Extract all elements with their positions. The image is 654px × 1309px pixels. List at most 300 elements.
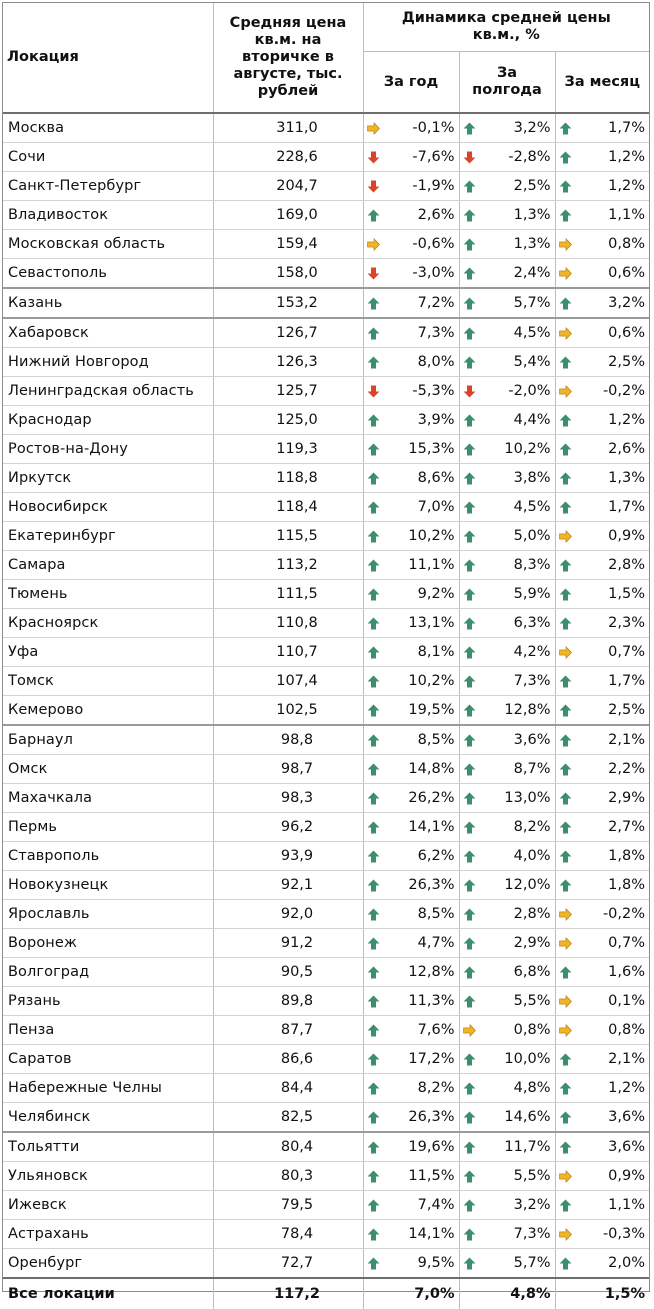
month-change-value: -0,3% bbox=[602, 1226, 646, 1242]
arrow-up-icon bbox=[559, 443, 572, 456]
price-cell: 169,0 bbox=[213, 201, 363, 230]
price-cell: 82,5 bbox=[213, 1103, 363, 1133]
half-year-change-value: 1,3% bbox=[513, 236, 551, 252]
location-cell: Владивосток bbox=[3, 201, 213, 230]
half-year-change-cell bbox=[459, 493, 555, 522]
year-change-cell bbox=[363, 696, 459, 726]
arrow-up-icon bbox=[367, 1082, 380, 1095]
table-row bbox=[3, 725, 649, 755]
table-row bbox=[3, 435, 649, 464]
half-year-change-cell bbox=[459, 1074, 555, 1103]
year-change-value: -3,0% bbox=[412, 265, 455, 281]
table-row bbox=[3, 871, 649, 900]
total-month-value: 1,5% bbox=[604, 1286, 646, 1302]
month-change-cell bbox=[555, 958, 649, 987]
year-change-cell bbox=[363, 638, 459, 667]
arrow-up-icon bbox=[463, 1170, 476, 1183]
header-dynamics bbox=[363, 3, 649, 52]
half-year-change-value: 6,8% bbox=[513, 964, 551, 980]
header-dynamics-line: Динамика средней цены bbox=[401, 10, 611, 26]
price-cell: 119,3 bbox=[213, 435, 363, 464]
year-change-value: 9,5% bbox=[417, 1255, 455, 1271]
year-change-cell bbox=[363, 551, 459, 580]
month-change-value: 1,8% bbox=[608, 848, 646, 864]
location-cell: Ставрополь bbox=[3, 842, 213, 871]
price-cell: 102,5 bbox=[213, 696, 363, 726]
total-half-value: 4,8% bbox=[510, 1286, 551, 1302]
year-change-cell bbox=[363, 1162, 459, 1191]
half-year-change-value: 4,2% bbox=[513, 644, 551, 660]
arrow-up-icon bbox=[559, 763, 572, 776]
arrow-up-icon bbox=[367, 501, 380, 514]
table-row bbox=[3, 1132, 649, 1162]
year-change-value: 11,1% bbox=[408, 557, 455, 573]
location-cell: Барнаул bbox=[3, 725, 213, 755]
location-cell: Казань bbox=[3, 288, 213, 318]
year-change-cell bbox=[363, 522, 459, 551]
arrow-up-icon bbox=[463, 530, 476, 543]
arrow-up-icon bbox=[463, 1111, 476, 1124]
month-change-cell bbox=[555, 667, 649, 696]
arrow-up-icon bbox=[463, 792, 476, 805]
table-row bbox=[3, 638, 649, 667]
year-change-cell bbox=[363, 1191, 459, 1220]
half-year-change-value: 5,7% bbox=[513, 295, 551, 311]
arrow-up-icon bbox=[559, 879, 572, 892]
arrow-right-icon bbox=[559, 385, 572, 398]
price-cell: 89,8 bbox=[213, 987, 363, 1016]
location-cell: Екатеринбург bbox=[3, 522, 213, 551]
arrow-up-icon bbox=[463, 414, 476, 427]
half-year-change-cell bbox=[459, 377, 555, 406]
half-year-change-value: 3,2% bbox=[513, 120, 551, 136]
arrow-up-icon bbox=[463, 1257, 476, 1270]
half-year-change-value: 7,3% bbox=[513, 673, 551, 689]
arrow-up-icon bbox=[463, 122, 476, 135]
arrow-up-icon bbox=[463, 734, 476, 747]
location-cell: Тольятти bbox=[3, 1132, 213, 1162]
location-cell: Рязань bbox=[3, 987, 213, 1016]
location-cell: Красноярск bbox=[3, 609, 213, 638]
year-change-cell bbox=[363, 871, 459, 900]
header-price-line: рублей bbox=[257, 83, 319, 99]
year-change-value: 11,3% bbox=[408, 993, 455, 1009]
half-year-change-cell bbox=[459, 348, 555, 377]
month-change-value: 1,7% bbox=[608, 499, 646, 515]
month-change-value: 3,2% bbox=[608, 295, 646, 311]
year-change-cell bbox=[363, 318, 459, 348]
half-year-change-cell bbox=[459, 609, 555, 638]
half-year-change-cell bbox=[459, 318, 555, 348]
arrow-up-icon bbox=[463, 879, 476, 892]
year-change-cell bbox=[363, 464, 459, 493]
month-change-cell bbox=[555, 638, 649, 667]
month-change-cell bbox=[555, 377, 649, 406]
half-year-change-value: 2,4% bbox=[513, 265, 551, 281]
half-year-change-cell bbox=[459, 580, 555, 609]
arrow-up-icon bbox=[463, 617, 476, 630]
month-change-value: 0,8% bbox=[608, 236, 646, 252]
month-change-cell bbox=[555, 201, 649, 230]
year-change-value: 14,1% bbox=[408, 1226, 455, 1242]
table-row bbox=[3, 1016, 649, 1045]
arrow-right-icon bbox=[559, 1024, 572, 1037]
header-half-line: полгода bbox=[472, 82, 542, 98]
arrow-up-icon bbox=[367, 209, 380, 222]
arrow-up-icon bbox=[463, 908, 476, 921]
month-change-value: 1,2% bbox=[608, 178, 646, 194]
arrow-up-icon bbox=[367, 1257, 380, 1270]
price-cell: 228,6 bbox=[213, 143, 363, 172]
arrow-up-icon bbox=[463, 238, 476, 251]
arrow-up-icon bbox=[367, 559, 380, 572]
header-price-line: кв.м. на bbox=[254, 32, 322, 48]
year-change-cell bbox=[363, 348, 459, 377]
month-change-cell bbox=[555, 406, 649, 435]
table-row bbox=[3, 201, 649, 230]
arrow-up-icon bbox=[463, 559, 476, 572]
total-month bbox=[555, 1278, 649, 1309]
price-cell: 93,9 bbox=[213, 842, 363, 871]
price-cell: 125,7 bbox=[213, 377, 363, 406]
arrow-right-icon bbox=[559, 1228, 572, 1241]
year-change-cell bbox=[363, 406, 459, 435]
arrow-up-icon bbox=[559, 356, 572, 369]
half-year-change-value: 5,4% bbox=[513, 354, 551, 370]
table-row bbox=[3, 784, 649, 813]
month-change-cell bbox=[555, 900, 649, 929]
arrow-up-icon bbox=[367, 734, 380, 747]
total-year bbox=[363, 1278, 459, 1309]
arrow-up-icon bbox=[463, 297, 476, 310]
arrow-up-icon bbox=[463, 675, 476, 688]
year-change-value: 14,1% bbox=[408, 819, 455, 835]
month-change-cell bbox=[555, 929, 649, 958]
header-half-year bbox=[459, 52, 555, 114]
half-year-change-cell bbox=[459, 1103, 555, 1133]
table-row bbox=[3, 1045, 649, 1074]
location-cell: Ульяновск bbox=[3, 1162, 213, 1191]
price-cell: 153,2 bbox=[213, 288, 363, 318]
month-change-value: 0,9% bbox=[608, 1168, 646, 1184]
arrow-up-icon bbox=[367, 414, 380, 427]
year-change-cell bbox=[363, 900, 459, 929]
price-cell: 118,4 bbox=[213, 493, 363, 522]
table-row bbox=[3, 493, 649, 522]
month-change-value: 1,3% bbox=[608, 470, 646, 486]
arrow-up-icon bbox=[559, 180, 572, 193]
price-cell: 158,0 bbox=[213, 259, 363, 289]
location-cell: Махачкала bbox=[3, 784, 213, 813]
arrow-up-icon bbox=[463, 1199, 476, 1212]
header-month: За месяц bbox=[555, 52, 649, 114]
month-change-value: 0,6% bbox=[608, 325, 646, 341]
arrow-up-icon bbox=[367, 327, 380, 340]
year-change-value: 4,7% bbox=[417, 935, 455, 951]
month-change-value: 1,7% bbox=[608, 673, 646, 689]
price-cell: 111,5 bbox=[213, 580, 363, 609]
year-change-value: 8,6% bbox=[417, 470, 455, 486]
total-row bbox=[3, 1278, 649, 1309]
month-change-cell bbox=[555, 696, 649, 726]
month-change-value: 2,5% bbox=[608, 702, 646, 718]
year-change-value: 7,0% bbox=[417, 499, 455, 515]
arrow-up-icon bbox=[463, 821, 476, 834]
table-row bbox=[3, 113, 649, 143]
location-cell: Санкт-Петербург bbox=[3, 172, 213, 201]
half-year-change-value: 1,3% bbox=[513, 207, 551, 223]
arrow-up-icon bbox=[559, 850, 572, 863]
year-change-cell bbox=[363, 1016, 459, 1045]
price-cell: 92,0 bbox=[213, 900, 363, 929]
month-change-value: 2,3% bbox=[608, 615, 646, 631]
half-year-change-cell bbox=[459, 987, 555, 1016]
half-year-change-value: 2,9% bbox=[513, 935, 551, 951]
year-change-cell bbox=[363, 435, 459, 464]
table-row bbox=[3, 464, 649, 493]
arrow-up-icon bbox=[463, 1228, 476, 1241]
half-year-change-cell bbox=[459, 842, 555, 871]
month-change-cell bbox=[555, 230, 649, 259]
month-change-value: 2,9% bbox=[608, 790, 646, 806]
half-year-change-cell bbox=[459, 958, 555, 987]
arrow-right-icon bbox=[559, 238, 572, 251]
arrow-up-icon bbox=[559, 617, 572, 630]
arrow-up-icon bbox=[367, 1170, 380, 1183]
table-body bbox=[3, 113, 649, 1278]
table-row bbox=[3, 1103, 649, 1133]
arrow-down-icon bbox=[367, 385, 380, 398]
location-cell: Челябинск bbox=[3, 1103, 213, 1133]
arrow-up-icon bbox=[559, 588, 572, 601]
table-row bbox=[3, 406, 649, 435]
year-change-cell bbox=[363, 958, 459, 987]
half-year-change-value: 14,6% bbox=[504, 1109, 551, 1125]
year-change-value: 3,9% bbox=[417, 412, 455, 428]
table-row bbox=[3, 609, 649, 638]
arrow-up-icon bbox=[367, 588, 380, 601]
half-year-change-value: 2,5% bbox=[513, 178, 551, 194]
total-price: 117,2 bbox=[213, 1278, 363, 1309]
half-year-change-cell bbox=[459, 667, 555, 696]
arrow-down-icon bbox=[367, 267, 380, 280]
arrow-up-icon bbox=[367, 1024, 380, 1037]
month-change-cell bbox=[555, 288, 649, 318]
arrow-up-icon bbox=[559, 122, 572, 135]
month-change-value: 0,8% bbox=[608, 1022, 646, 1038]
month-change-cell bbox=[555, 318, 649, 348]
year-change-value: 7,4% bbox=[417, 1197, 455, 1213]
location-cell: Уфа bbox=[3, 638, 213, 667]
arrow-up-icon bbox=[367, 937, 380, 950]
arrow-up-icon bbox=[463, 1053, 476, 1066]
half-year-change-cell bbox=[459, 1016, 555, 1045]
month-change-value: 3,6% bbox=[608, 1139, 646, 1155]
half-year-change-cell bbox=[459, 638, 555, 667]
year-change-value: 15,3% bbox=[408, 441, 455, 457]
half-year-change-value: 5,7% bbox=[513, 1255, 551, 1271]
price-cell: 86,6 bbox=[213, 1045, 363, 1074]
arrow-down-icon bbox=[463, 151, 476, 164]
half-year-change-cell bbox=[459, 900, 555, 929]
price-cell: 118,8 bbox=[213, 464, 363, 493]
location-cell: Хабаровск bbox=[3, 318, 213, 348]
table-row bbox=[3, 230, 649, 259]
half-year-change-cell bbox=[459, 1220, 555, 1249]
arrow-up-icon bbox=[367, 472, 380, 485]
half-year-change-cell bbox=[459, 172, 555, 201]
table-row bbox=[3, 929, 649, 958]
month-change-value: 2,6% bbox=[608, 441, 646, 457]
half-year-change-value: 12,0% bbox=[504, 877, 551, 893]
arrow-up-icon bbox=[367, 356, 380, 369]
table-row bbox=[3, 580, 649, 609]
table-row bbox=[3, 813, 649, 842]
arrow-right-icon bbox=[559, 646, 572, 659]
month-change-cell bbox=[555, 259, 649, 289]
half-year-change-value: 5,5% bbox=[513, 1168, 551, 1184]
month-change-cell bbox=[555, 609, 649, 638]
year-change-value: 8,5% bbox=[417, 732, 455, 748]
month-change-cell bbox=[555, 1045, 649, 1074]
year-change-value: -0,1% bbox=[412, 120, 455, 136]
arrow-up-icon bbox=[463, 995, 476, 1008]
arrow-up-icon bbox=[463, 704, 476, 717]
year-change-cell bbox=[363, 1103, 459, 1133]
year-change-cell bbox=[363, 1045, 459, 1074]
price-cell: 113,2 bbox=[213, 551, 363, 580]
location-cell: Московская область bbox=[3, 230, 213, 259]
arrow-right-icon bbox=[559, 908, 572, 921]
header-year: За год bbox=[363, 52, 459, 114]
year-change-value: 19,5% bbox=[408, 702, 455, 718]
month-change-value: 2,0% bbox=[608, 1255, 646, 1271]
price-cell: 204,7 bbox=[213, 172, 363, 201]
arrow-right-icon bbox=[559, 1170, 572, 1183]
half-year-change-cell bbox=[459, 230, 555, 259]
location-cell: Томск bbox=[3, 667, 213, 696]
month-change-value: 2,8% bbox=[608, 557, 646, 573]
price-cell: 84,4 bbox=[213, 1074, 363, 1103]
table-row bbox=[3, 1162, 649, 1191]
table-row bbox=[3, 900, 649, 929]
arrow-up-icon bbox=[367, 792, 380, 805]
half-year-change-value: 12,8% bbox=[504, 702, 551, 718]
arrow-up-icon bbox=[559, 414, 572, 427]
year-change-value: 26,3% bbox=[408, 1109, 455, 1125]
month-change-cell bbox=[555, 1220, 649, 1249]
table-row bbox=[3, 755, 649, 784]
table-row bbox=[3, 1249, 649, 1279]
arrow-up-icon bbox=[367, 1111, 380, 1124]
half-year-change-value: 5,9% bbox=[513, 586, 551, 602]
month-change-value: 2,1% bbox=[608, 1051, 646, 1067]
location-cell: Астрахань bbox=[3, 1220, 213, 1249]
price-cell: 311,0 bbox=[213, 113, 363, 143]
table-row bbox=[3, 842, 649, 871]
month-change-value: 1,2% bbox=[608, 412, 646, 428]
year-change-cell bbox=[363, 1220, 459, 1249]
half-year-change-cell bbox=[459, 1045, 555, 1074]
location-cell: Иркутск bbox=[3, 464, 213, 493]
year-change-value: 17,2% bbox=[408, 1051, 455, 1067]
year-change-value: 10,2% bbox=[408, 673, 455, 689]
half-year-change-cell bbox=[459, 929, 555, 958]
location-cell: Севастополь bbox=[3, 259, 213, 289]
year-change-value: -5,3% bbox=[412, 383, 455, 399]
table-row bbox=[3, 1074, 649, 1103]
month-change-value: -0,2% bbox=[602, 383, 646, 399]
arrow-right-icon bbox=[559, 995, 572, 1008]
location-cell: Новосибирск bbox=[3, 493, 213, 522]
half-year-change-value: 4,8% bbox=[513, 1080, 551, 1096]
price-cell: 125,0 bbox=[213, 406, 363, 435]
half-year-change-cell bbox=[459, 725, 555, 755]
arrow-up-icon bbox=[463, 966, 476, 979]
arrow-up-icon bbox=[559, 704, 572, 717]
month-change-value: 2,7% bbox=[608, 819, 646, 835]
year-change-value: 10,2% bbox=[408, 528, 455, 544]
year-change-cell bbox=[363, 201, 459, 230]
half-year-change-cell bbox=[459, 259, 555, 289]
year-change-cell bbox=[363, 813, 459, 842]
year-change-cell bbox=[363, 493, 459, 522]
arrow-up-icon bbox=[463, 180, 476, 193]
arrow-up-icon bbox=[367, 850, 380, 863]
half-year-change-value: 3,2% bbox=[513, 1197, 551, 1213]
month-change-cell bbox=[555, 143, 649, 172]
arrow-up-icon bbox=[367, 879, 380, 892]
arrow-up-icon bbox=[559, 1199, 572, 1212]
location-cell: Волгоград bbox=[3, 958, 213, 987]
arrow-up-icon bbox=[463, 443, 476, 456]
year-change-cell bbox=[363, 987, 459, 1016]
year-change-value: 6,2% bbox=[417, 848, 455, 864]
arrow-up-icon bbox=[559, 151, 572, 164]
month-change-cell bbox=[555, 493, 649, 522]
arrow-right-icon bbox=[367, 238, 380, 251]
total-location: Все локации bbox=[3, 1278, 213, 1309]
year-change-value: 26,2% bbox=[408, 790, 455, 806]
half-year-change-value: 8,2% bbox=[513, 819, 551, 835]
year-change-cell bbox=[363, 172, 459, 201]
arrow-right-icon bbox=[559, 937, 572, 950]
price-cell: 80,4 bbox=[213, 1132, 363, 1162]
table-row bbox=[3, 667, 649, 696]
month-change-cell bbox=[555, 725, 649, 755]
year-change-value: 14,8% bbox=[408, 761, 455, 777]
year-change-cell bbox=[363, 784, 459, 813]
arrow-up-icon bbox=[367, 297, 380, 310]
arrow-up-icon bbox=[367, 530, 380, 543]
month-change-cell bbox=[555, 813, 649, 842]
half-year-change-value: 7,3% bbox=[513, 1226, 551, 1242]
year-change-value: 8,5% bbox=[417, 906, 455, 922]
month-change-value: 0,7% bbox=[608, 935, 646, 951]
location-cell: Ростов-на-Дону bbox=[3, 435, 213, 464]
month-change-cell bbox=[555, 113, 649, 143]
year-change-cell bbox=[363, 377, 459, 406]
month-change-cell bbox=[555, 842, 649, 871]
location-cell: Саратов bbox=[3, 1045, 213, 1074]
price-cell: 126,3 bbox=[213, 348, 363, 377]
table-row bbox=[3, 348, 649, 377]
location-cell: Новокузнецк bbox=[3, 871, 213, 900]
month-change-cell bbox=[555, 755, 649, 784]
arrow-up-icon bbox=[559, 734, 572, 747]
half-year-change-cell bbox=[459, 784, 555, 813]
half-year-change-cell bbox=[459, 696, 555, 726]
